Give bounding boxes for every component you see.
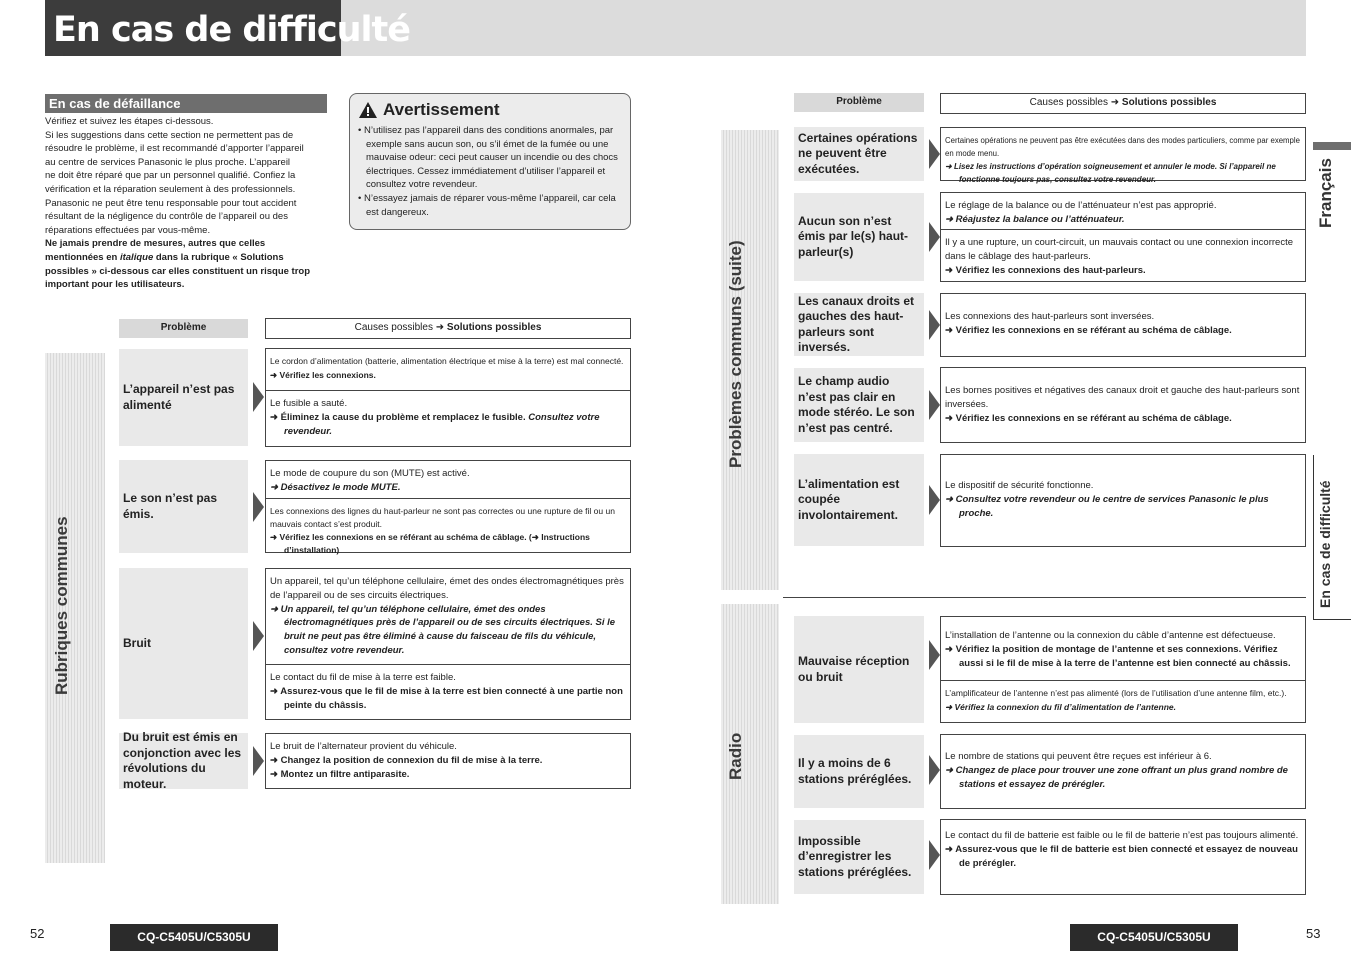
problem-label: L’alimentation est coupée involontairement. [794, 454, 924, 546]
solution-box: Le dispositif de sécurité fonctionne. ➜ Consultez votre revendeur ou le centre de services Panasonic le plus proche. [940, 454, 1306, 547]
page-title: En cas de difficulté [45, 0, 341, 56]
problem-label: Le champ audio n’est pas clair en mode stéréo. Le son n’est pas centré. [794, 368, 924, 442]
arrow-icon [929, 390, 940, 420]
page-number: 52 [30, 926, 45, 941]
page-number: 53 [1306, 926, 1321, 941]
side-tab-bar [1313, 142, 1351, 150]
header-causes: Causes possibles ➜ Solutions possibles [940, 93, 1306, 114]
arrow-icon [929, 222, 940, 252]
model-label: CQ-C5405U/C5305U [1070, 924, 1238, 951]
problem-label: Impossible d’enregistrer les stations préréglées. [794, 820, 924, 894]
solution-box: Le cordon d’alimentation (batterie, alimentation électrique et mise à la terre) est mal connecté. ➜ Vérifiez les connexions. Le fusible a sauté. ➜ Éliminez la cause du problème et remplacez le fusible. Consultez votre revendeur. [265, 348, 631, 447]
model-label: CQ-C5405U/C5305U [110, 924, 278, 951]
solution-box: L’installation de l’antenne ou la connexion du câble d’antenne est défectueuse. ➜ Vérifiez la position de montage de l’antenne et ses connexions. Vérifiez aussi si le fil de mise à la terre de l’antenne est bien connecté au châssis. L’amplificateur de l’antenne n’est pas alimenté (lors de l’utilisation d’une antenne film, etc.). ➜ Vérifiez la connexion du fil d’alimentation de l’antenne. [940, 616, 1306, 723]
arrow-icon [253, 621, 264, 651]
arrow-icon [253, 492, 264, 522]
side-language: Français [1316, 158, 1335, 228]
arrow-icon [929, 755, 940, 785]
problem-label: L’appareil n’est pas alimenté [119, 349, 248, 446]
warning-icon [358, 101, 378, 119]
problem-label: Certaines opérations ne peuvent être exécutées. [794, 127, 924, 181]
solution-box: Les connexions des haut-parleurs sont inversées. ➜ Vérifiez les connexions en se référant au schéma de câblage. [940, 293, 1306, 357]
problem-label: Mauvaise réception ou bruit [794, 616, 924, 723]
arrow-icon [929, 139, 940, 169]
arrow-icon [253, 746, 264, 776]
solution-box: Les bornes positives et négatives des canaux droit et gauche des haut-parleurs sont inversées. ➜ Vérifiez les connexions en se référant au schéma de câblage. [940, 367, 1306, 443]
warning-item: • N’utilisez pas l’appareil dans des conditions anormales, par exemple sans aucun son, ou s’il émet de la fumée ou une mauvaise odeur: ceci peut causer un incendie ou des chocs électriques. Cessez immédiatement d’utiliser l’appareil et consultez votre revendeur. [358, 125, 618, 191]
warning-item: • N’essayez jamais de réparer vous-même l’appareil, car cela est dangereux. [358, 192, 616, 218]
problem-label: Aucun son n’est émis par le(s) haut-parleur(s) [794, 193, 924, 281]
solution-box: Le nombre de stations qui peuvent être reçues est inférieur à 6. ➜ Changez de place pour trouver une zone offrant un plus grand nombre de stations et essayez de prérégler. [940, 734, 1306, 809]
band-label: Problèmes communs (suite) [726, 240, 745, 468]
problem-label: Du bruit est émis en conjonction avec les révolutions du moteur. [119, 733, 248, 789]
solution-box: Le réglage de la balance ou de l’atténuateur n’est pas approprié. ➜ Réajustez la balance ou l’atténuateur. Il y a une rupture, un court-circuit, un mauvais contact ou une connexion incorrecte dans le câblage des haut-parleurs. ➜ Vérifiez les connexions des haut-parleurs. [940, 192, 1306, 282]
header-problem: Problème [119, 319, 248, 338]
arrow-icon [929, 310, 940, 340]
divider [783, 597, 1306, 598]
arrow-icon [929, 640, 940, 670]
problem-label: Il y a moins de 6 stations préréglées. [794, 735, 924, 808]
arrow-icon [929, 485, 940, 515]
band-label: Radio [726, 732, 745, 780]
band-label: Rubriques communes [52, 516, 71, 695]
solution-box: Le mode de coupure du son (MUTE) est activé. ➜ Désactivez le mode MUTE. Les connexions des lignes du haut-parleur ne sont pas correctes ou une rupture de fil ou un mauvais contact s’est produit. ➜ Vérifiez les connexions en se référant au schéma de câblage. (➜ Instructions d’installation) [265, 460, 631, 553]
solution-box: Certaines opérations ne peuvent pas être exécutées dans des modes particuliers, comme par exemple en mode menu. ➜ Lisez les instructions d’opération soigneusement et annuler le mode. Si l’appareil ne fonctionne toujours pas, consultez votre revendeur. [940, 127, 1306, 181]
side-rule [1313, 619, 1351, 620]
solution-box: Le contact du fil de batterie est faible ou le fil de batterie n’est pas toujours alimenté. ➜ Assurez-vous que le fil de batterie est bien connecté et essayez de nouveau de prérégler. [940, 819, 1306, 895]
side-title: En cas de difficulté [1317, 480, 1333, 608]
header-problem: Problème [794, 93, 924, 112]
section-title: En cas de défaillance [45, 94, 327, 113]
header-causes: Causes possibles ➜ Solutions possibles [265, 318, 631, 339]
problem-label: Le son n’est pas émis. [119, 460, 248, 553]
solution-box: Un appareil, tel qu’un téléphone cellulaire, émet des ondes électromagnétiques près de l’appareil ou de ses circuits électriques. ➜ Un appareil, tel qu’un téléphone cellulaire, émet des ondes électromagnétiques près de l’appareil ou de ses circuits électriques. Si le bruit ne peut pas être éliminé à cause du faisceau de fils du véhicule, consultez votre revendeur. Le contact du fil de mise à la terre est faible. ➜ Assurez-vous que le fil de mise à la terre est bien connecté à une partie non peinte du châssis. [265, 568, 631, 720]
solution-box: Le bruit de l’alternateur provient du véhicule. ➜ Changez la position de connexion du fil de mise à la terre. ➜ Montez un filtre antiparasite. [265, 733, 631, 789]
arrow-icon [253, 382, 264, 412]
warning-box [349, 93, 631, 230]
arrow-icon [929, 840, 940, 870]
problem-label: Les canaux droits et gauches des haut-parleurs sont inversés. [794, 293, 924, 356]
warning-title: Avertissement [383, 100, 500, 119]
intro-text: Vérifiez et suivez les étapes ci-dessous. Si les suggestions dans cette section ne permettent pas de résoudre le problème, il est recommandé d’apporter l’appareil au centre de services Panasonic le plus proche. L’appareil ne doit être réparé que par un personnel qualifié. Confiez la vérification et la réparation seulement à des professionnels. Panasonic ne peut être tenu responsable pour tout accident résultant de la négligence du contrôle de l’appareil ou des réparations effectuées par vous-même. Ne jamais prendre de mesures, autres que celles mentionnées en italique dans la rubrique « Solutions possibles » ci-dessous car elles constituent un risque trop important pour les utilisateurs. [45, 116, 311, 291]
problem-label: Bruit [119, 568, 248, 719]
side-rule [1313, 455, 1314, 620]
